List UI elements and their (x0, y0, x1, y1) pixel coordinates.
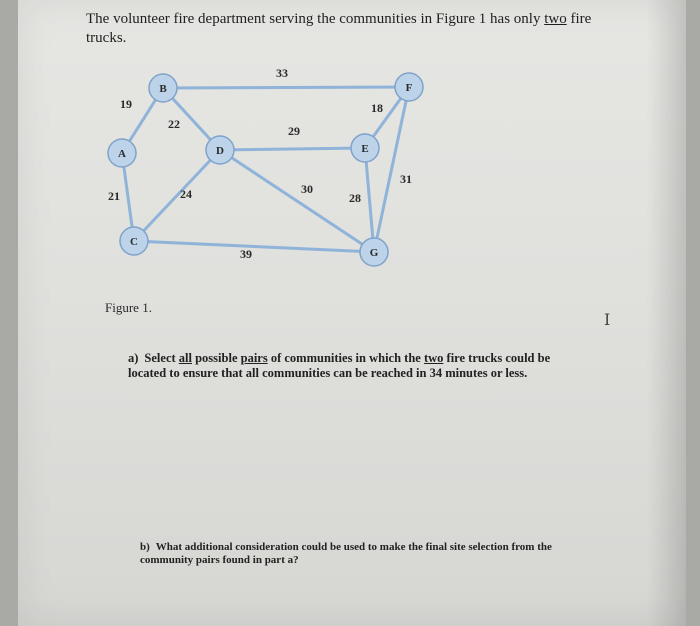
text-cursor-icon: I (604, 310, 611, 329)
question-a-letter: a) (128, 351, 139, 365)
edge-weight-d-e: 29 (288, 124, 300, 138)
node-label-c: C (130, 236, 138, 248)
node-label-a: A (118, 148, 126, 160)
edge-weight-b-f: 33 (276, 66, 288, 80)
node-label-d: D (216, 145, 224, 157)
edge-weight-e-g: 28 (349, 191, 361, 205)
intro-emphasis: two (544, 11, 567, 27)
node-label-g: G (369, 247, 379, 259)
question-a-text-1: Select (144, 351, 179, 365)
edge-weight-a-c: 21 (108, 189, 120, 203)
edge-weight-c-d: 24 (180, 187, 192, 201)
edge-weight-e-f: 18 (371, 101, 383, 115)
edge-c-d (134, 150, 220, 241)
network-graph (0, 0, 700, 300)
question-b (140, 541, 580, 567)
question-a-underline-pairs: pairs (240, 351, 268, 365)
question-a-underline-two: two (423, 351, 444, 365)
edge-d-e (220, 148, 365, 150)
question-a-text-4: fire trucks could be located to ensure that all communities can be reached in 34 minutes or less. (128, 351, 551, 380)
question-b-letter: b) (140, 541, 150, 553)
intro-prefix: The volunteer fire department serving the communities in Figure 1 has only (86, 11, 545, 27)
question-a-text-3: of communities in which the (267, 351, 424, 365)
edge-e-g (365, 148, 374, 252)
edge-weight-c-g: 39 (240, 247, 252, 261)
node-label-f: F (405, 82, 413, 94)
question-b-text: What additional consideration could be used to make the final site selection from the community pairs found in part a? (140, 541, 552, 566)
edge-c-g (134, 241, 374, 252)
edge-weight-b-d: 22 (168, 117, 180, 131)
node-label-e: E (361, 143, 369, 155)
figure-caption: Figure 1. (105, 300, 152, 315)
question-a-underline-all: all (178, 351, 192, 365)
edge-weight-a-b: 19 (120, 97, 132, 111)
question-a-text-2: possible (191, 351, 241, 365)
edge-b-f (163, 87, 409, 88)
intro-suffix: fire trucks. (86, 11, 592, 46)
edge-weight-f-g: 31 (400, 172, 412, 186)
edge-weight-d-g: 30 (301, 182, 313, 196)
node-label-b: B (159, 83, 167, 95)
question-a (128, 351, 568, 381)
